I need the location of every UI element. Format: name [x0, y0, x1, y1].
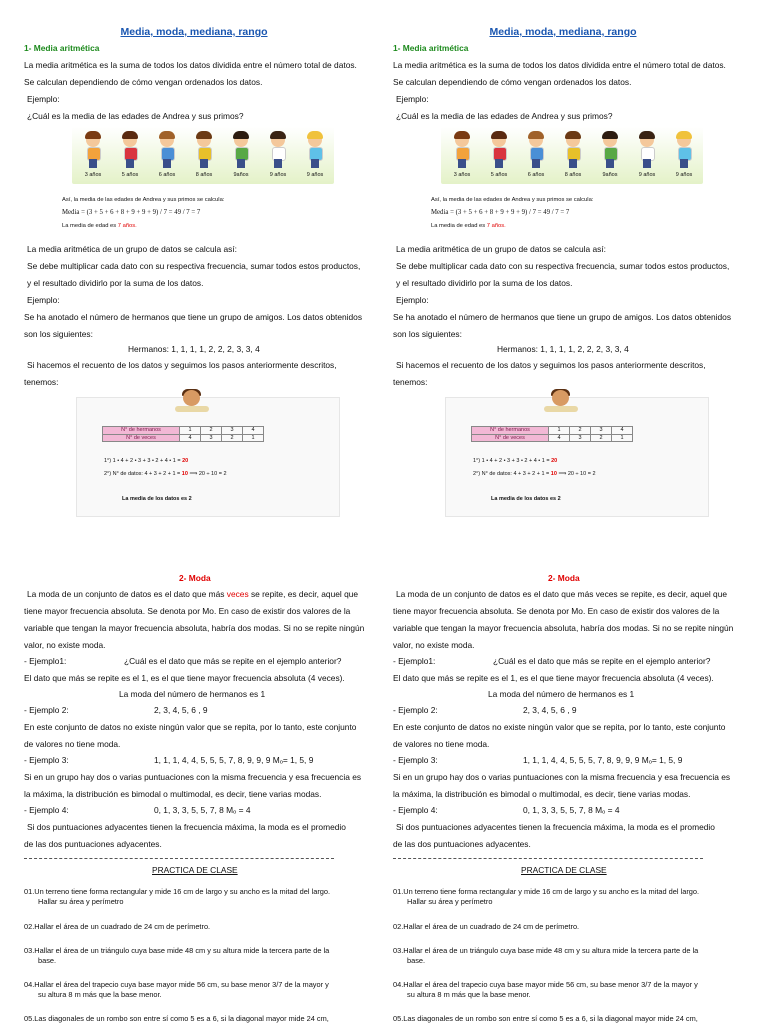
- paragraph: Se calculan dependiendo de cómo vengan ordenados los datos.: [393, 77, 632, 87]
- exercise-item: 04.Hallar el área del trapecio cuya base mayor mide 56 cm, su base menor 3/7 de la mayor y su altura 8 m más que la base menor.: [393, 980, 698, 999]
- paragraph: la máxima, la distribución es bimodal o multimodal, es decir, tiene varias modas.: [393, 789, 691, 799]
- table-row: [103, 427, 264, 435]
- paragraph: El dato que más se repite es el 1, es el que tiene mayor frecuencia absoluta (4 veces).: [393, 673, 714, 683]
- table-cell: 4: [180, 434, 201, 442]
- example-4-data: 0, 1, 3, 3, 5, 5, 7, 8 Mₒ = 4: [154, 805, 251, 815]
- paragraph: La moda del número de hermanos es 1: [119, 689, 266, 699]
- exercise-item: 01.Un terreno tiene forma rectangular y mide 16 cm de largo y su ancho es la mitad del largo. Hallar su área y perímetro: [393, 887, 700, 906]
- age-label: 5 años: [121, 172, 139, 178]
- table-cell: 2: [570, 427, 591, 435]
- section-heading-media: 1- Media aritmética: [24, 43, 100, 53]
- table-cell: 2: [222, 434, 243, 442]
- practice-heading: PRACTICA DE CLASE: [152, 865, 238, 875]
- paragraph: la máxima, la distribución es bimodal o multimodal, es decir, tiene varias modas.: [24, 789, 322, 799]
- table-row: [472, 427, 633, 435]
- paragraph: Se calculan dependiendo de cómo vengan ordenados los datos.: [24, 77, 263, 87]
- formula-intro: Así, la media de las edades de Andrea y sus primos se calcula:: [62, 197, 225, 203]
- children-illustration: [441, 127, 703, 184]
- formula: Media = (3 + 5 + 6 + 8 + 9 + 9 + 9) / 7 = 49 / 7 = 7: [62, 209, 201, 216]
- table-cell: 1: [243, 434, 264, 442]
- frequency-card: [76, 397, 340, 517]
- example-label: Ejemplo:: [27, 94, 60, 104]
- exercise-item: 05.Las diagonales de un rombo son entre sí como 5 es a 6, si la diagonal mayor mide 24 cm,: [24, 1014, 329, 1023]
- child-figure: [675, 133, 693, 169]
- paragraph: tenemos:: [393, 377, 428, 387]
- age-label: 3 años: [453, 172, 471, 178]
- card-result: La media de los datos es 2: [491, 496, 561, 502]
- paragraph: En este conjunto de datos no existe ningún valor que se repita, por lo tanto, este conjunto: [393, 722, 726, 732]
- table-cell: 2: [201, 427, 222, 435]
- child-figure: [269, 133, 287, 169]
- example-2-data: 2, 3, 4, 5, 6 , 9: [523, 705, 577, 715]
- formula: Media = (3 + 5 + 6 + 8 + 9 + 9 + 9) / 7 = 49 / 7 = 7: [431, 209, 570, 216]
- child-figure: [195, 133, 213, 169]
- formula-intro: Así, la media de las edades de Andrea y sus primos se calcula:: [431, 197, 594, 203]
- step-1: 1°) 1 • 4 + 2 • 3 + 3 • 2 + 4 • 1 = 20: [104, 458, 189, 464]
- age-label: 8 años: [564, 172, 582, 178]
- step-2: 2°) N° de datos: 4 + 3 + 2 + 1 = 10 ⟹ 20 ÷ 10 = 2: [473, 471, 596, 477]
- boy-illustration: [175, 390, 209, 418]
- child-figure: [527, 133, 545, 169]
- exercise-item: 01.Un terreno tiene forma rectangular y mide 16 cm de largo y su ancho es la mitad del largo. Hallar su área y perímetro: [24, 887, 331, 906]
- age-label: 3 años: [84, 172, 102, 178]
- table-cell: 3: [201, 434, 222, 442]
- question: ¿Cuál es la media de las edades de Andrea y sus primos?: [396, 111, 613, 121]
- paragraph: son los siguientes:: [24, 329, 93, 339]
- table-cell: 3: [570, 434, 591, 442]
- practice-heading: PRACTICA DE CLASE: [521, 865, 607, 875]
- paragraph: Si hacemos el recuento de los datos y seguimos los pasos anteriormente descritos,: [27, 360, 337, 370]
- paragraph: y el resultado dividirlo por la suma de los datos.: [27, 278, 204, 288]
- paragraph: Se ha anotado el número de hermanos que tiene un grupo de amigos. Los datos obtenidos: [24, 312, 363, 322]
- example-1-label: - Ejemplo1:: [393, 656, 436, 666]
- paragraph: y el resultado dividirlo por la suma de los datos.: [396, 278, 573, 288]
- table-cell: 4: [243, 427, 264, 435]
- child-figure: [84, 133, 102, 169]
- table-row-label: N° de hermanos: [103, 427, 180, 435]
- formula-box: [62, 195, 292, 231]
- table-cell: 3: [222, 427, 243, 435]
- paragraph: La media aritmética es la suma de todos los datos dividida entre el número total de datos.: [24, 60, 357, 70]
- exercise-item: 02.Hallar el área de un cuadrado de 24 cm de perímetro.: [24, 922, 211, 931]
- section-heading-media: 1- Media aritmética: [393, 43, 469, 53]
- exercise-item: 03.Hallar el área de un triángulo cuya base mide 48 cm y su altura mide la tercera parte de la base.: [393, 946, 699, 965]
- step-1: 1°) 1 • 4 + 2 • 3 + 3 • 2 + 4 • 1 = 20: [473, 458, 558, 464]
- example-2-label: - Ejemplo 2:: [24, 705, 69, 715]
- paragraph: La media aritmética de un grupo de datos se calcula así:: [27, 244, 237, 254]
- paragraph: Se debe multiplicar cada dato con su respectiva frecuencia, sumar todos estos productos,: [396, 261, 730, 271]
- example-1-label: - Ejemplo1:: [24, 656, 67, 666]
- paragraph: Se debe multiplicar cada dato con su respectiva frecuencia, sumar todos estos productos,: [27, 261, 361, 271]
- child-figure: [232, 133, 250, 169]
- paragraph: tiene mayor frecuencia absoluta. Se denota por Mo. En caso de existir dos valores de la: [393, 606, 720, 616]
- paragraph: La moda del número de hermanos es 1: [488, 689, 635, 699]
- age-label: 9años: [233, 172, 249, 178]
- table-row: [472, 434, 633, 442]
- exercise-item: 02.Hallar el área de un cuadrado de 24 cm de perímetro.: [393, 922, 580, 931]
- paragraph: Si en un grupo hay dos o varias puntuaciones con la misma frecuencia y esa frecuencia es: [24, 772, 362, 782]
- example-3-data: 1, 1, 1, 4, 4, 5, 5, 5, 7, 8, 9, 9, 9 Mₒ= 1, 5, 9: [523, 755, 683, 765]
- example-4-label: - Ejemplo 4:: [393, 805, 438, 815]
- example-2-data: 2, 3, 4, 5, 6 , 9: [154, 705, 208, 715]
- table-row-label: N° de veces: [472, 434, 549, 442]
- example-3-data: 1, 1, 1, 4, 4, 5, 5, 5, 7, 8, 9, 9, 9 Mₒ= 1, 5, 9: [154, 755, 314, 765]
- example-4-data: 0, 1, 3, 3, 5, 5, 7, 8 Mₒ = 4: [523, 805, 620, 815]
- example-label: Ejemplo:: [396, 295, 429, 305]
- paragraph: de valores no tiene moda.: [24, 739, 121, 749]
- paragraph: variable que tengan la mayor frecuencia absoluta, habría dos modas. Si no se repite ningún: [393, 623, 734, 633]
- divider: [24, 858, 334, 859]
- paragraph: En este conjunto de datos no existe ningún valor que se repita, por lo tanto, este conjunto: [24, 722, 357, 732]
- frequency-table: [102, 426, 264, 442]
- table-row-label: N° de hermanos: [472, 427, 549, 435]
- age-label: 5 años: [490, 172, 508, 178]
- paragraph: Se ha anotado el número de hermanos que tiene un grupo de amigos. Los datos obtenidos: [393, 312, 732, 322]
- paragraph: tiene mayor frecuencia absoluta. Se denota por Mo. En caso de existir dos valores de la: [24, 606, 351, 616]
- exercise-item: 05.Las diagonales de un rombo son entre sí como 5 es a 6, si la diagonal mayor mide 24 cm,: [393, 1014, 698, 1023]
- example-4-label: - Ejemplo 4:: [24, 805, 69, 815]
- card-result: La media de los datos es 2: [122, 496, 192, 502]
- paragraph: son los siguientes:: [393, 329, 462, 339]
- boy-illustration: [544, 390, 578, 418]
- paragraph: Si dos puntuaciones adyacentes tienen la frecuencia máxima, la moda es el promedio: [27, 822, 346, 832]
- age-label: 9 años: [269, 172, 287, 178]
- age-label: 9 años: [638, 172, 656, 178]
- document-title: Media, moda, mediana, rango: [489, 26, 637, 38]
- age-label: 9 años: [306, 172, 324, 178]
- age-label: 8 años: [195, 172, 213, 178]
- paragraph: variable que tengan la mayor frecuencia absoluta, habría dos modas. Si no se repite ningún: [24, 623, 365, 633]
- child-figure: [121, 133, 139, 169]
- example-2-label: - Ejemplo 2:: [393, 705, 438, 715]
- table-cell: 1: [612, 434, 633, 442]
- exercise-item: 04.Hallar el área del trapecio cuya base mayor mide 56 cm, su base menor 3/7 de la mayor y su altura 8 m más que la base menor.: [24, 980, 329, 999]
- divider: [393, 858, 703, 859]
- child-figure: [638, 133, 656, 169]
- child-figure: [601, 133, 619, 169]
- paragraph: La media aritmética es la suma de todos los datos dividida entre el número total de datos.: [393, 60, 726, 70]
- paragraph: valor, no existe moda.: [393, 640, 475, 650]
- child-figure: [490, 133, 508, 169]
- child-figure: [453, 133, 471, 169]
- page-column-left: [24, 0, 384, 1024]
- formula-result: La media de edad es 7 años.: [62, 223, 137, 229]
- example-1-question: ¿Cuál es el dato que más se repite en el ejemplo anterior?: [124, 656, 342, 666]
- age-label: 9años: [602, 172, 618, 178]
- paragraph: de las dos puntuaciones adyacentes.: [393, 839, 531, 849]
- exercise-item: 03.Hallar el área de un triángulo cuya base mide 48 cm y su altura mide la tercera parte de la base.: [24, 946, 330, 965]
- table-row-label: N° de veces: [103, 434, 180, 442]
- paragraph: La media aritmética de un grupo de datos se calcula así:: [396, 244, 606, 254]
- paragraph: tenemos:: [24, 377, 59, 387]
- step-2: 2°) N° de datos: 4 + 3 + 2 + 1 = 10 ⟹ 20 ÷ 10 = 2: [104, 471, 227, 477]
- paragraph: El dato que más se repite es el 1, es el que tiene mayor frecuencia absoluta (4 veces).: [24, 673, 345, 683]
- age-label: 9 años: [675, 172, 693, 178]
- paragraph: Si en un grupo hay dos o varias puntuaciones con la misma frecuencia y esa frecuencia es: [393, 772, 731, 782]
- table-cell: 1: [549, 427, 570, 435]
- paragraph: de valores no tiene moda.: [393, 739, 490, 749]
- table-cell: 2: [591, 434, 612, 442]
- table-row: [103, 434, 264, 442]
- page-column-right: [393, 0, 753, 1024]
- question: ¿Cuál es la media de las edades de Andrea y sus primos?: [27, 111, 244, 121]
- example-1-question: ¿Cuál es el dato que más se repite en el ejemplo anterior?: [493, 656, 711, 666]
- section-heading-moda: 2- Moda: [548, 573, 580, 583]
- example-3-label: - Ejemplo 3:: [24, 755, 69, 765]
- age-label: 6 años: [158, 172, 176, 178]
- paragraph: valor, no existe moda.: [24, 640, 106, 650]
- frequency-table: [471, 426, 633, 442]
- frequency-card: [445, 397, 709, 517]
- example-label: Ejemplo:: [396, 94, 429, 104]
- section-heading-moda: 2- Moda: [179, 573, 211, 583]
- formula-box: [431, 195, 661, 231]
- table-cell: 4: [549, 434, 570, 442]
- hermanos-data: Hermanos: 1, 1, 1, 1, 2, 2, 2, 3, 3, 4: [128, 344, 260, 354]
- formula-result: La media de edad es 7 años.: [431, 223, 506, 229]
- hermanos-data: Hermanos: 1, 1, 1, 1, 2, 2, 2, 3, 3, 4: [497, 344, 629, 354]
- example-3-label: - Ejemplo 3:: [393, 755, 438, 765]
- document-title: Media, moda, mediana, rango: [120, 26, 268, 38]
- table-cell: 1: [180, 427, 201, 435]
- table-cell: 3: [591, 427, 612, 435]
- children-illustration: [72, 127, 334, 184]
- paragraph: Si hacemos el recuento de los datos y seguimos los pasos anteriormente descritos,: [396, 360, 706, 370]
- paragraph: La moda de un conjunto de datos es el dato que más veces se repite, es decir, aquel que: [27, 589, 359, 599]
- paragraph: de las dos puntuaciones adyacentes.: [24, 839, 162, 849]
- child-figure: [158, 133, 176, 169]
- paragraph: La moda de un conjunto de datos es el dato que más veces se repite, es decir, aquel que: [396, 589, 728, 599]
- child-figure: [306, 133, 324, 169]
- age-label: 6 años: [527, 172, 545, 178]
- paragraph: Si dos puntuaciones adyacentes tienen la frecuencia máxima, la moda es el promedio: [396, 822, 715, 832]
- example-label: Ejemplo:: [27, 295, 60, 305]
- table-cell: 4: [612, 427, 633, 435]
- child-figure: [564, 133, 582, 169]
